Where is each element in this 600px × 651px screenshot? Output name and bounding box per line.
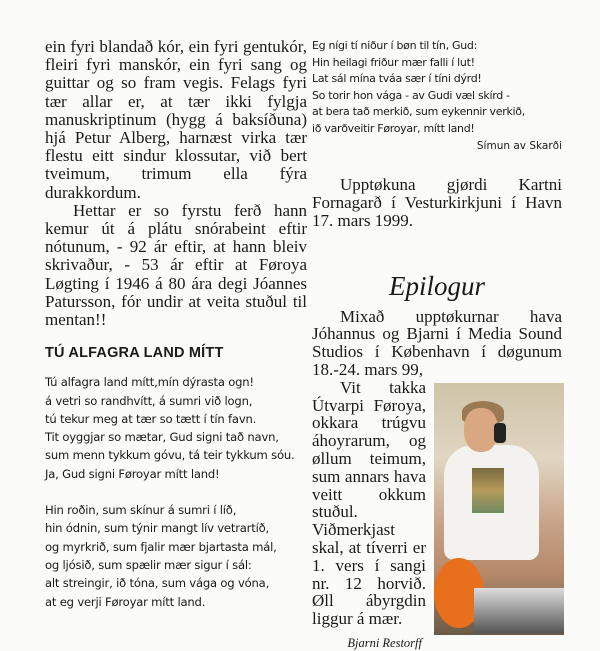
- poem-line: hin ódnin, sum týnir mangt lív vetrartíð,: [45, 521, 269, 536]
- poem-line: at eg verji Føroyar mítt land.: [45, 594, 206, 609]
- poem-line: alt streingir, ið tóna, sum vága og vóna,: [45, 576, 270, 591]
- signature: Bjarni Restorff: [347, 635, 422, 650]
- recording-paragraph: Upptøkuna gjørdi Kartni Fornagarð í Vesturkirkjuni í Havn 17. mars 1999.: [312, 175, 562, 231]
- poem-line: og myrkrið, sum fjalir mær bjartasta mál,: [45, 539, 277, 554]
- poem-line: og ljósið, sum spælir mær sigur í sál:: [45, 557, 252, 572]
- poem-line: Hin heilagi friður mær falli í lut!: [312, 55, 475, 69]
- right-column: [312, 38, 562, 651]
- poem-line: at bera tað merkið, sum eykennir verkið,: [312, 105, 525, 118]
- thanks-paragraph: Vit takka Útvarpi Føroya, okkara trúgvu áhoyrarum, og øllum teimum, sum annars hava veitt okkum stuðul. Viðmerkjast skal, at tíverri er 1. vers í sangi nr. 12 horvið. Øll ábyrgdin liggur á mær.: [312, 377, 426, 629]
- poem-line: So torir hon vága - av Gudi væl skírd -: [312, 88, 510, 102]
- history-paragraph: Hettar er so fyrstu ferð hann kemur út á plátu snórabeint eftir nótunum, - 92 ár eftir, at hann bleiv skrivaður, - 53 ár eftir at Føroya Løgting í 1946 á 80 ára degi Jóannes Patursson, fór undir at veita stuðul til mentan!!: [45, 200, 307, 330]
- headphones-icon: [494, 423, 506, 443]
- poem-stanza-3: [312, 38, 562, 137]
- song-title: TÚ ALFAGRA LAND MÍTT: [45, 345, 224, 362]
- epilogue-title: Epilogur: [388, 270, 485, 301]
- left-column: [45, 38, 307, 611]
- poem-line: á vetri so randhvítt, á sumri við logn,: [45, 393, 253, 408]
- poem-line: Tit oyggjar so mætar, Gud signi tað navn,: [45, 430, 279, 445]
- poem-author: Símun av Skarði: [476, 140, 562, 152]
- poem-stanza-2: [45, 501, 307, 611]
- poem-line: Hin roðin, sum skínur á sumri í líð,: [45, 503, 237, 518]
- intro-paragraph: ein fyri blandað kór, ein fyri gentukór, fleiri fyri manskór, ein fyri sang og guittar og so fram vegis. Felags fyri tær allar er, at tær ikki fylgja manuskriptinum (hygg á baksíðuna) hjá Petur Alberg, harnæst virka tær flestu eitt sindur klossutar, við bert tveimum, trimum ella fýra durakkordum.: [45, 37, 307, 202]
- photo-sound-engineer: [434, 383, 564, 635]
- mixing-paragraph: Mixað upptøkurnar hava Jóhannus og Bjarni í Media Sound Studios í København í døgunum 18.-24. mars 99,: [312, 306, 562, 379]
- poem-line: sum menn tykkum góvu, tá teir tykkum sóu.: [45, 448, 295, 463]
- poem-line: ið varðveitir Føroyar, mítt land!: [312, 121, 475, 135]
- poem-stanza-1: [45, 373, 307, 483]
- poem-line: Ja, Gud signi Føroyar mítt land!: [45, 466, 220, 481]
- poem-line: Lat sál mína tváa sær í tíni dýrd!: [312, 72, 482, 85]
- poem-line: tú tekur meg at tær so tætt í tín favn.: [45, 411, 257, 426]
- poem-line: Tú alfagra land mítt,mín dýrasta ogn!: [45, 375, 254, 390]
- poem-line: Eg nígi tí niður í bøn til tín, Gud:: [312, 39, 477, 52]
